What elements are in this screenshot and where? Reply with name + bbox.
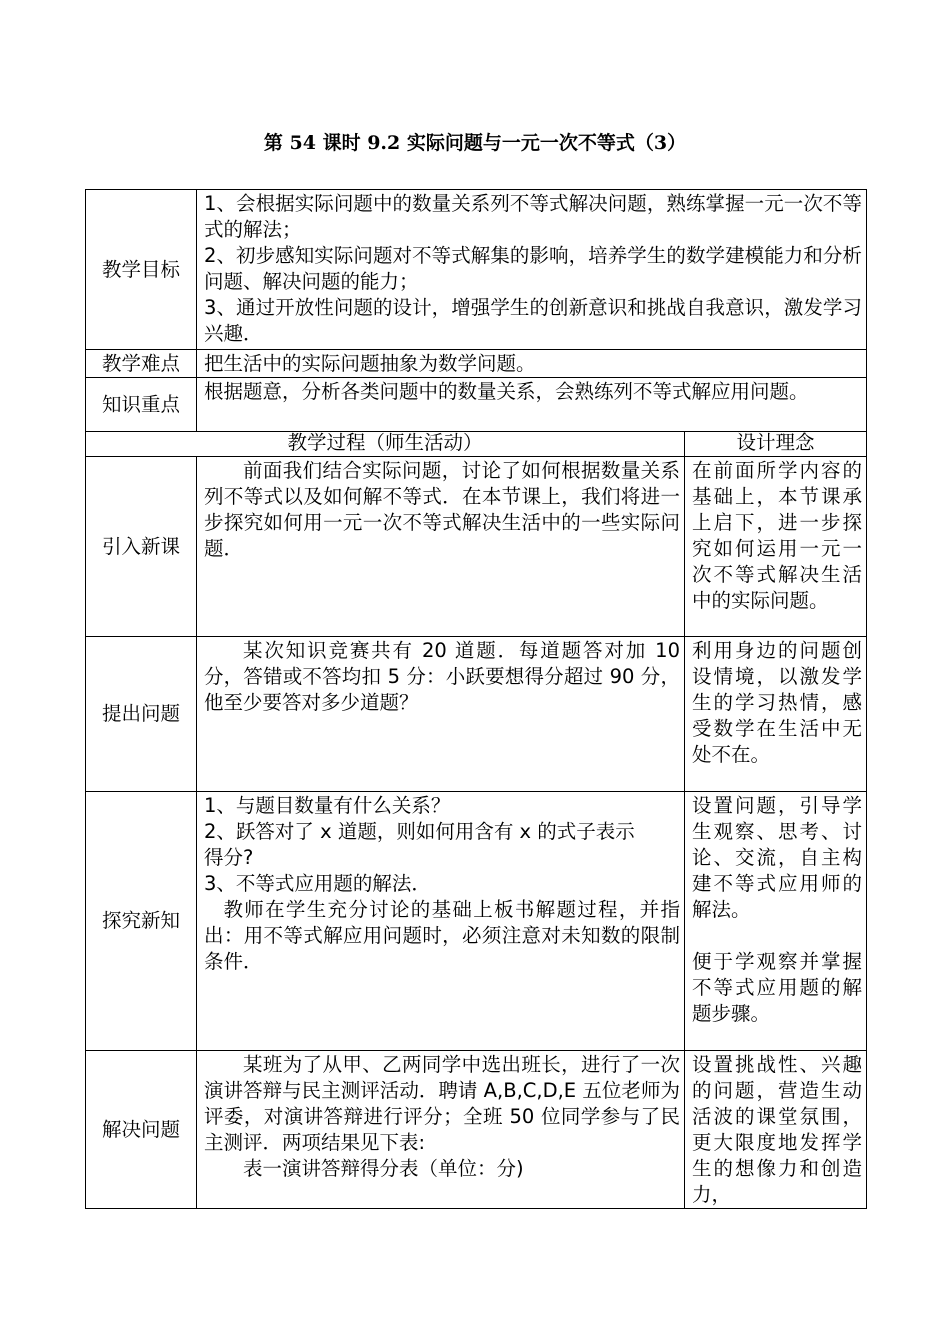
- section-content: [197, 457, 685, 637]
- key-points-row: [86, 378, 867, 432]
- key-points-label: 知识重点: [86, 378, 197, 432]
- section-label: 引入新课: [86, 457, 197, 637]
- section-paragraph: 1、与题目数量有什么关系？: [204, 794, 451, 817]
- section-concept: [685, 637, 867, 792]
- section-label: 探究新知: [86, 792, 197, 1051]
- goal-line: 2、初步感知实际问题对不等式解集的影响，培养学生的数学建模能力和分析问题、解决问题的能力；: [204, 244, 863, 293]
- section-concept: [685, 792, 867, 1051]
- goal-line: 3、通过开放性问题的设计，增强学生的创新意识和挑战自我意识，激发学习兴趣．: [204, 296, 863, 345]
- goals-label: 教学目标: [86, 190, 197, 350]
- concept-paragraph: 利用身边的问题创设情境，以激发学生的学习热情，感受数学在生活中无处不在。: [692, 639, 863, 766]
- section-concept: [685, 1051, 867, 1209]
- section-content: [197, 792, 685, 1051]
- section-paragraph: 2、跃答对了 x 道题，则如何用含有 x 的式子表示: [204, 820, 635, 843]
- page-title: 第 54 课时 9.2 实际问题与一元一次不等式（3）: [263, 132, 687, 154]
- section-label: 提出问题: [86, 637, 197, 792]
- lesson-plan-table: [85, 189, 867, 1209]
- section-paragraph: 3、不等式应用题的解法．: [204, 872, 431, 895]
- section-paragraph: 某班为了从甲、乙两同学中选出班长，进行了一次演讲答辩与民主测评活动．聘请 A,B,C,D,E 五位老师为评委，对演讲答辩进行评分；全班 50 位同学参与了民主测评．两项结果见下表:: [204, 1053, 680, 1154]
- difficulty-label: 教学难点: [86, 350, 197, 378]
- section-content: [197, 637, 685, 792]
- concept-paragraph: 设置挑战性、兴趣的问题，营造生动活波的课堂氛围，更大限度地发挥学生的想像力和创造力，: [692, 1053, 863, 1206]
- section-paragraph: 前面我们结合实际问题，讨论了如何根据数量关系列不等式以及如何解不等式．在本节课上，我们将进一步探究如何用一元一次不等式解决生活中的一些实际问题．: [204, 459, 680, 560]
- goals-row: [86, 190, 867, 350]
- section-row-solve: [86, 1051, 867, 1209]
- key-points-content: 根据题意，分析各类问题中的数量关系，会熟练列不等式解应用问题。: [197, 378, 867, 432]
- concept-header: 设计理念: [685, 432, 867, 457]
- goals-content: [197, 190, 867, 350]
- difficulty-content: 把生活中的实际问题抽象为数学问题。: [197, 350, 867, 378]
- concept-paragraph: 在前面所学内容的基础上，本节课承上启下，进一步探究如何运用一元一次不等式解决生活中的实际问题。: [692, 459, 863, 612]
- section-paragraph: 得分?: [204, 846, 254, 869]
- section-concept: [685, 457, 867, 637]
- section-label: 解决问题: [86, 1051, 197, 1209]
- section-paragraph: 教师在学生充分讨论的基础上板书解题过程，并指出：用不等式解应用问题时，必须注意对未知数的限制条件．: [204, 898, 680, 973]
- section-row-explore: [86, 792, 867, 1051]
- process-header: 教学过程（师生活动）: [86, 432, 685, 457]
- table-caption: 表一演讲答辩得分表（单位：分): [243, 1157, 524, 1180]
- concept-paragraph: 设置问题，引导学生观察、思考、讨论、交流，自主构建不等式应用师的解法。: [692, 794, 863, 921]
- concept-paragraph: 便于学观察并掌握不等式应用题的解题步骤。: [692, 950, 863, 1025]
- section-paragraph: 某次知识竞赛共有 20 道题．每道题答对加 10 分，答错或不答均扣 5 分：小跃要想得分超过 90 分，他至少要答对多少道题？: [204, 639, 680, 714]
- section-row-question: [86, 637, 867, 792]
- difficulty-row: [86, 350, 867, 378]
- goal-line: 1、会根据实际问题中的数量关系列不等式解决问题，熟练掌握一元一次不等式的解法；: [204, 192, 863, 241]
- section-content: [197, 1051, 685, 1209]
- section-row-intro: [86, 457, 867, 637]
- process-header-row: [86, 432, 867, 457]
